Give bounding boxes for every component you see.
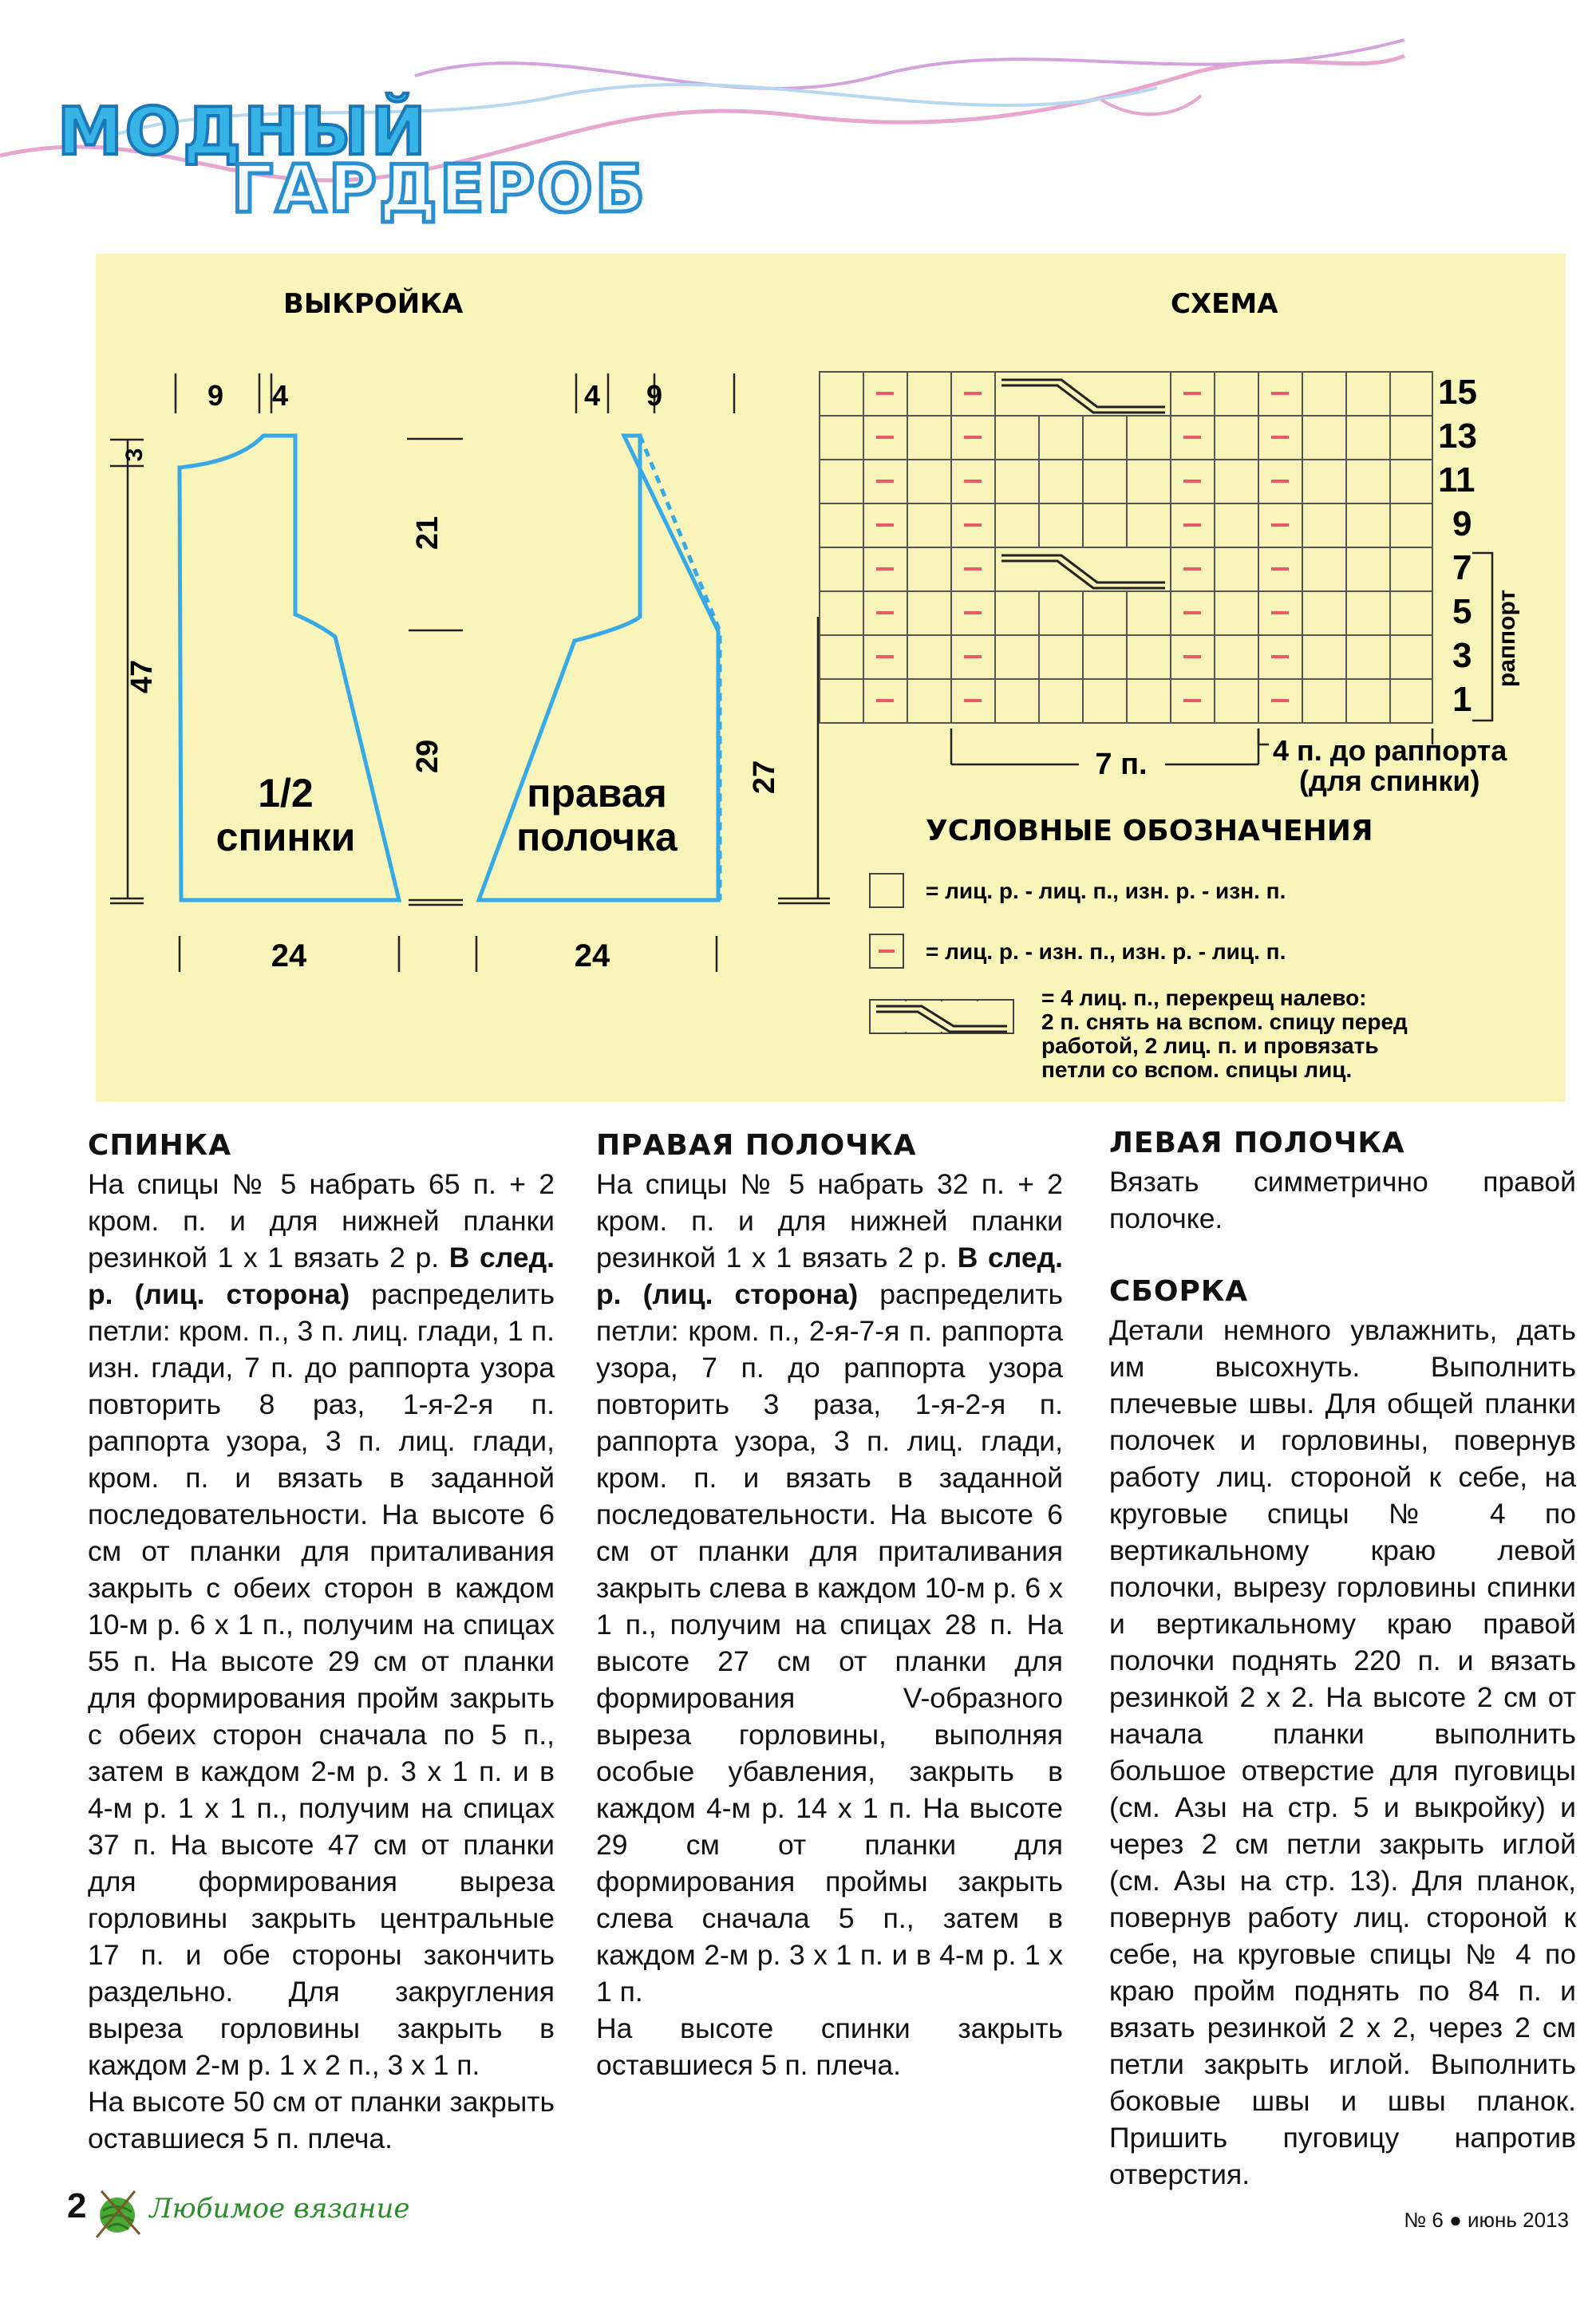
chart-row-15: 15 [1438,373,1477,412]
left-front-and-assembly [1109,1125,1576,2193]
front-dim-top-1: 4 [583,379,601,412]
chart-row-3: 3 [1452,636,1472,675]
yarn-ball-icon [90,2186,146,2242]
back-dim-side-1: 3 [121,448,148,462]
header-title-line2: ГАРДЕРОБ [231,152,648,227]
front-section [596,1127,1063,2083]
legend-item-3-line1: = 4 лиц. п., перекрещ налево: [1041,985,1367,1010]
chart-row-9: 9 [1452,504,1472,543]
assembly-text: Детали немного увлажнить, дать им высохнуть. Выполнить плечевые швы. Для общей планки полочек и горловины, повернув работу лиц. стороной к себе, на круговые спицы № 4 по вертикальному краю левой полочки, вырезу горловины спинки и вертикальному краю правой полочки поднять 220 п. и вязать резинкой 2 х 2. На высоте 2 см от начала планки выполнить большое отверстие для пуговицы (см. Азы на стр. 5 и выкройку) и через 2 см петли закрыть иглой (см. Азы на стр. 13). Для планок, повернув работу лиц. стороной к себе, на круговые спицы № 4 по краю пройм поднять по 84 п. и вязать резинкой 2 х 2, через 2 см петли закрыть иглой. Выполнить боковые швы и швы планок. Пришить пуговицу напротив отверстия. [1109,1314,1576,2190]
back-text-2: На высоте 50 см от планки закрыть оставшиеся 5 п. плеча. [88,2086,555,2154]
back-label-2: спинки [215,815,356,859]
back-dim-side-2: 47 [125,659,159,694]
front-text-1: На спицы № 5 набрать 32 п. + 2 кром. п. и для нижней планки резинкой 1 х 1 вязать 2 р. В след. р. (лиц. сторона) распределить петли: кром. п., 2-я-7-я п. раппорта узора, 7 п. до раппорта узора повторить 3 раза, 1-я-2-я п. раппорта узора, 3 п. лиц. глади, кром. п. и вязать в заданной последовательности. На высоте 6 см от планки для приталивания закрыть слева в каждом 10-м р. 6 х 1 п., получим на спицах 28 п. На высоте 27 см от планки для формирования V-образного выреза горловины, выполняя особые убавления, закрыть в каждом 4-м р. 14 х 1 п. На высоте 29 см от планки для формирования проймы закрыть слева сначала 5 п., затем в каждом 2-м р. 3 х 1 п. и в 4-м р. 1 х 1 п. [596,1168,1063,2008]
issue-info: № 6 ● июнь 2013 [1404,2208,1569,2232]
assembly-heading: СБОРКА [1109,1275,1249,1308]
chart-cable-row-15 [996,373,1170,415]
chart-grid [820,372,1432,723]
legend-item-3-line4: петли со вспом. спицы лиц. [1041,1057,1353,1082]
back-label-1: 1/2 [258,771,314,815]
legend-item-3-line2: 2 п. снять на вспом. спицу перед [1041,1009,1408,1034]
pattern-drawings [96,254,1566,1102]
page-number: 2 [67,2186,87,2226]
front-label-2: полочка [516,815,678,859]
pattern-panel [96,254,1566,1102]
front-heading: ПРАВАЯ ПОЛОЧКА [596,1129,917,1162]
chart-row-11: 11 [1438,460,1476,500]
back-dim-top-1: 9 [207,379,224,412]
magazine-name: Любимое вязание [149,2193,410,2225]
chart-row-7: 7 [1452,548,1472,587]
chart-title: СХЕМА [1171,288,1278,320]
left-front-heading: ЛЕВАЯ ПОЛОЧКА [1109,1127,1405,1159]
front-dim-side: 27 [748,760,781,795]
center-dim-lower: 29 [411,739,444,774]
front-text-2: На высоте спинки закрыть оставшиеся 5 п. плеча. [596,2012,1063,2081]
chart-width-label: 7 п. [1095,748,1148,781]
legend-item-3-line3: работой, 2 лиц. п. и провязать [1041,1033,1379,1058]
back-dim-top-2: 4 [271,379,289,412]
chart-row-1: 1 [1452,680,1472,719]
back-heading: СПИНКА [88,1129,232,1162]
front-label-1: правая [527,771,667,815]
back-section [88,1127,555,2157]
footer-left [67,2186,409,2242]
legend-cable-symbol [870,1000,1013,1033]
chart-edge-label-1: 4 п. до раппорта [1273,734,1507,767]
center-dim-upper: 21 [411,515,444,551]
front-dim-top-2: 9 [646,379,663,412]
chart-edge-label-2: (для спинки) [1299,764,1480,797]
chart-cable-row-7 [996,548,1170,590]
pattern-title: ВЫКРОЙКА [283,288,464,320]
legend-knit-symbol [870,874,903,907]
left-front-text: Вязать симметрично правой полочке. [1109,1166,1576,1234]
chart-row-13: 13 [1438,417,1477,456]
legend-item-1: = лиц. р. - лиц. п., изн. р. - изн. п. [926,879,1286,903]
legend-title: УСЛОВНЫЕ ОБОЗНАЧЕНИЯ [926,815,1373,847]
chart-row-5: 5 [1452,592,1472,631]
chart-repeat-label: раппорт [1494,589,1520,688]
legend-item-2: = лиц. р. - изн. п., изн. р. - лиц. п. [926,939,1286,964]
back-text-1: На спицы № 5 набрать 65 п. + 2 кром. п. и для нижней планки резинкой 1 х 1 вязать 2 р. В след. р. (лиц. сторона) распределить петли: кром. п., 3 п. лиц. глади, 1 п. изн. глади, 7 п. до раппорта узора повторить 8 раз, 1-я-2-я п. раппорта узора, 3 п. лиц. глади, кром. п. и вязать в заданной последовательности. На высоте 6 см от планки для приталивания закрыть с обеих сторон в каждом 10-м р. 6 х 1 п., получим на спицах 55 п. На высоте 29 см от планки для формирования пройм закрыть с обеих сторон сначала по 5 п., затем в каждом 2-м р. 3 х 1 п. и в 4-м р. 1 х 1 п., получим на спицах 37 п. На высоте 47 см от планки для формирования выреза горловины закрыть центральные 17 п. и обе стороны закончить раздельно. Для закругления выреза горловины закрыть в каждом 2-м р. 1 х 2 п., 3 х 1 п. [88,1168,555,2081]
back-dim-bottom: 24 [271,938,307,973]
magazine-header [0,0,1596,255]
front-dim-bottom: 24 [574,938,610,973]
header-title-line1: МОДНЫЙ [57,94,429,170]
